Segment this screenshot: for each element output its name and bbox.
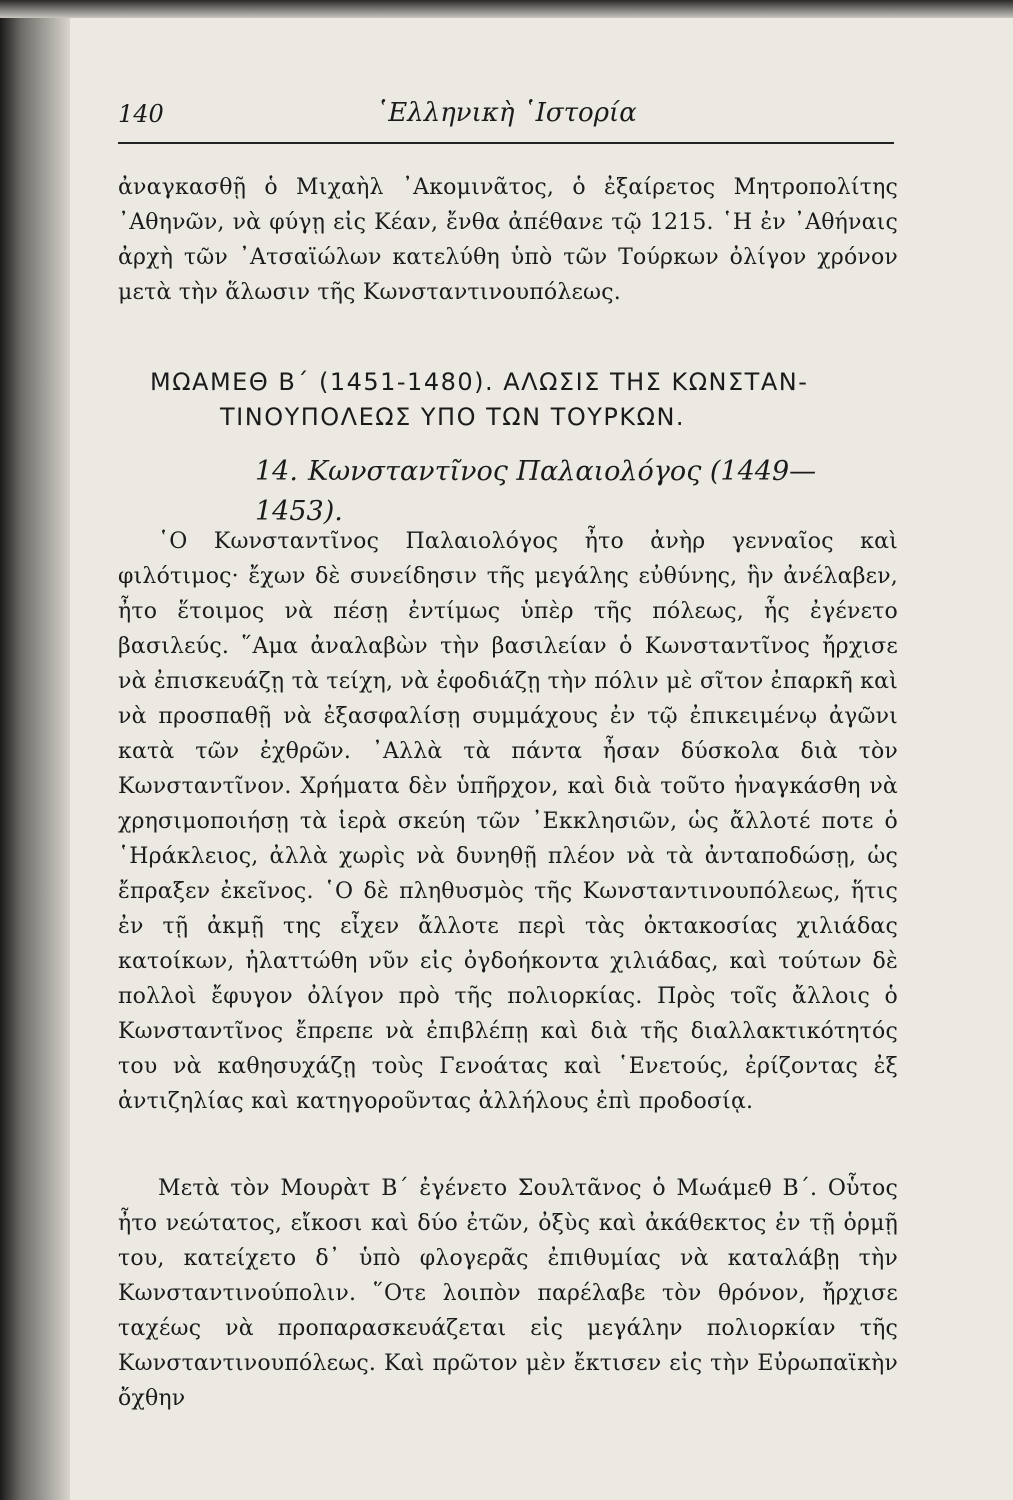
subsection-heading: [255, 452, 895, 532]
paragraph-constantine: ῾Ο Κωνσταντῖνος Παλαιολόγος ἦτο ἀνὴρ γενναῖος καὶ φιλότιμος· ἔχων δὲ συνείδησιν τῆς μεγάλης εὐθύνης, ἣν ἀνέλαβεν, ἦτο ἕτοιμος νὰ πέσῃ ἐντίμως ὑπὲρ τῆς πόλεως, ἧς ἐγένετο βασιλεύς. ῞Αμα ἀναλαβὼν τὴν βασιλείαν ὁ Κωνσταντῖνος ἤρχισε νὰ ἐπισκευάζῃ τὰ τείχη, νὰ ἐφοδιάζῃ τὴν πόλιν μὲ σῖτον ἐπαρκῆ καὶ νὰ προσπαθῇ νὰ ἐξασφαλίσῃ συμμάχους ἐν τῷ ἐπικειμένῳ ἀγῶνι κατὰ τῶν ἐχθρῶν. ᾿Αλλὰ τὰ πάντα ἦσαν δύσκολα διὰ τὸν Κωνσταντῖνον. Χρήματα δὲν ὑπῆρχον, καὶ διὰ τοῦτο ἠναγκάσθη νὰ χρησιμοποιήσῃ τὰ ἱερὰ σκεύη τῶν ᾿Εκκλησιῶν, ὡς ἄλλοτέ ποτε ὁ ῾Ηράκλειος, ἀλλὰ χωρὶς νὰ δυνηθῇ πλέον νὰ τὰ ἀνταποδώσῃ, ὡς ἔπραξεν ἐκεῖνος. ῾Ο δὲ πληθυσμὸς τῆς Κωνσταντινουπόλεως, ἥτις ἐν τῇ ἀκμῇ της εἶχεν ἄλλοτε περὶ τὰς ὀκτακοσίας χιλιάδας κατοίκων, ἠλαττώθη νῦν εἰς ὀγδοήκοντα χιλιάδας, καὶ τούτων δὲ πολλοὶ ἔφυγον ὀλίγον πρὸ τῆς πολιορκίας. Πρὸς τοῖς ἄλλοις ὁ Κωνσταντῖνος ἔπρεπε νὰ ἐπιβλέπῃ καὶ διὰ τῆς διαλλακτικότητός του νὰ καθησυχάζῃ τοὺς Γενοάτας καὶ ῾Ενετούς, ἐρίζοντας ἐξ ἀντιζηλίας καὶ κατηγοροῦντας ἀλλήλους ἐπὶ προδοσίᾳ.: [118, 529, 898, 1114]
header-rule: [118, 142, 894, 144]
subsection-title: Κωνσταντῖνος Παλαιολόγος (1449—1453).: [255, 456, 817, 527]
page-header: [118, 92, 894, 140]
paragraph-mehmed: Μετὰ τὸν Μουρὰτ Β΄ ἐγένετο Σουλτᾶνος ὁ Μωάμεθ Β΄. Οὗτος ἦτο νεώτατος, εἴκοσι καὶ δύο ἐτῶν, ὀξὺς καὶ ἀκάθεκτος ἐν τῇ ὁρμῇ του, κατείχετο δ᾿ ὑπὸ φλογερᾶς ἐπιθυμίας νὰ καταλάβῃ τὴν Κωνσταντινούπολιν. ῞Οτε λοιπὸν παρέλαβε τὸν θρόνον, ἤρχισε ταχέως νὰ προπαρασκευάζεται εἰς μεγάλην πολιορκίαν τῆς Κωνσταντινουπόλεως. Καὶ πρῶτον μὲν ἔκτισεν εἰς τὴν Εὐρωπαϊκὴν ὄχθην: [118, 1176, 898, 1411]
subsection-number: 14.: [255, 456, 298, 487]
running-title: ῾Ελληνικὴ ῾Ιστορία: [375, 98, 637, 128]
page-number: 140: [118, 100, 164, 128]
section-heading-line-1: ΜΩΑΜΕΘ Β΄ (1451-1480). ΑΛΩΣΙΣ ΤΗΣ ΚΩΝΣΤΑΝ-: [150, 368, 809, 396]
paragraph-intro: ἀναγκασθῇ ὁ Μιχαὴλ ᾿Ακομινᾶτος, ὁ ἐξαίρετος Μητροπολίτης ᾿Αθηνῶν, νὰ φύγῃ εἰς Κέαν, ἔνθα ἀπέθανε τῷ 1215. ῾Η ἐν ᾿Αθήναις ἀρχὴ τῶν ᾿Ατσαϊώλων κατελύθη ὑπὸ τῶν Τούρκων ὀλίγον χρόνον μετὰ τὴν ἅλωσιν τῆς Κωνσταντινουπόλεως.: [118, 175, 898, 305]
section-heading: [150, 365, 870, 435]
section-heading-line-2: ΤΙΝΟΥΠΟΛΕΩΣ ΥΠΟ ΤΩΝ ΤΟΥΡΚΩΝ.: [220, 403, 686, 431]
